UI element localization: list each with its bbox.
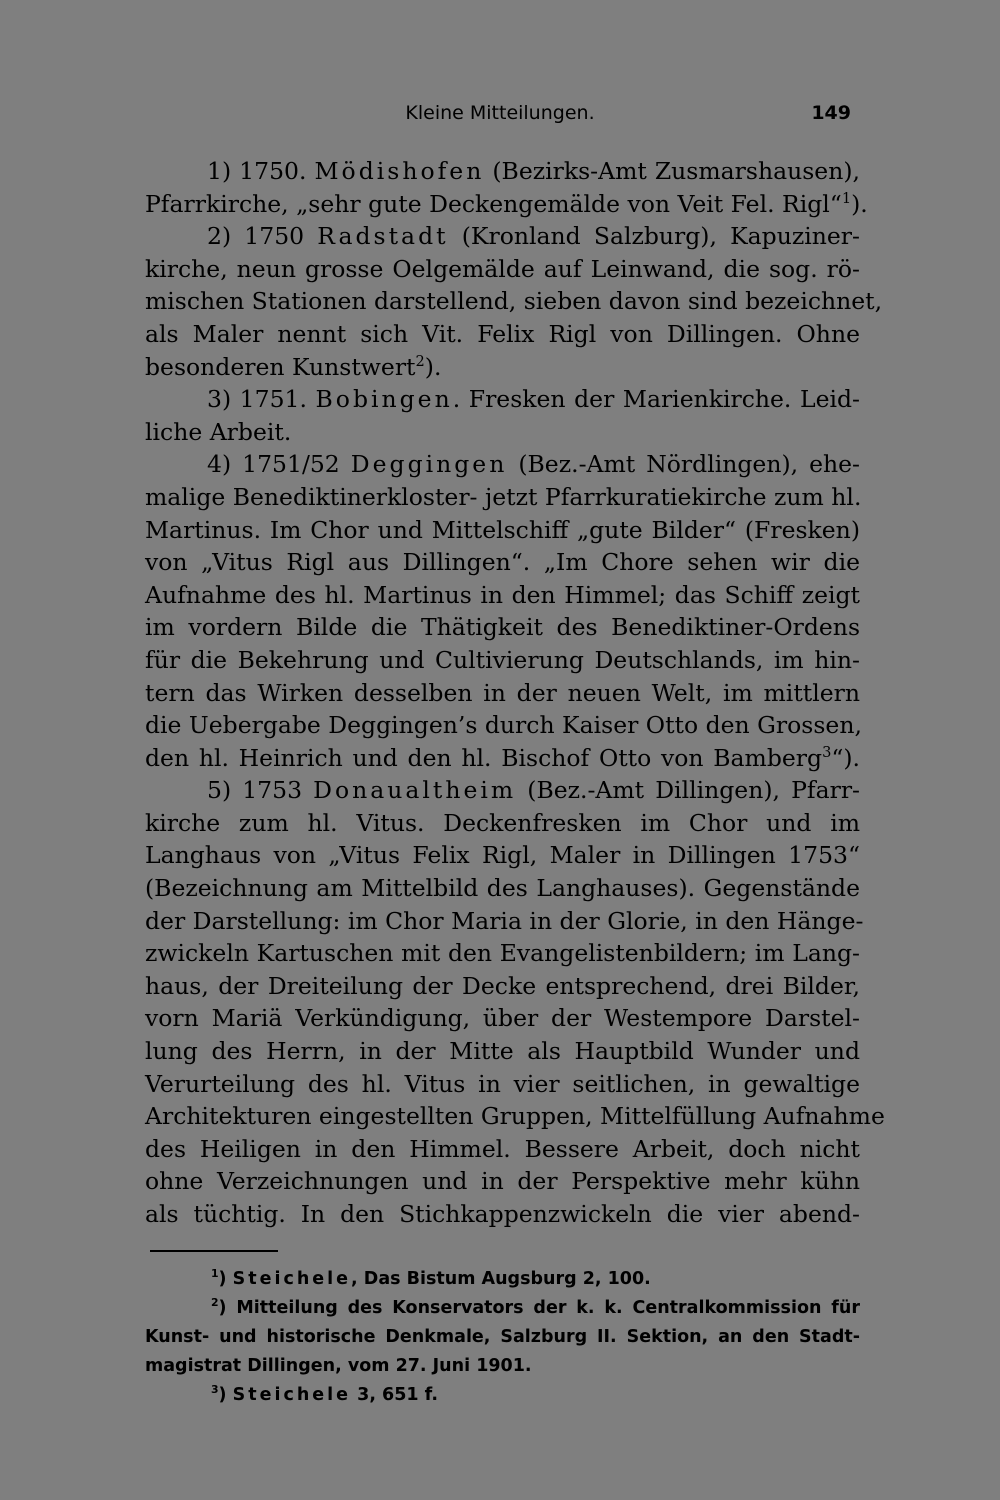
text-line: liche Arbeit. [145,417,292,446]
text-line: Langhaus von „Vitus Felix Rigl, Maler in Dillingen 1753“ [145,841,860,870]
text-line: den hl. Heinrich und den hl. Bischof Otto von Bamberg$^3$“). [145,743,860,772]
footnote-1: $^1$) Steichele, Das Bistum Augsburg 2, 100. [211,1267,651,1289]
text-line: malige Benediktinerkloster- jetzt Pfarrkuratiekirche zum hl. [145,482,862,511]
footnote-3: $^3$) Steichele 3, 651 f. [211,1383,438,1405]
entry-2 [145,220,883,383]
running-title: Kleine Mitteilungen. [405,102,595,124]
text-line: als tüchtig. In den Stichkappenzwickeln die vier abend- [145,1200,860,1228]
place-name: Radstadt [317,222,449,251]
running-head [145,100,855,130]
text-line: mischen Stationen darstellend, sieben davon sind bezeichnet, [145,287,883,316]
text-line: haus, der Dreiteilung der Decke entsprechend, drei Bilder, [145,971,860,1000]
place-name: Mödishofen [314,157,485,185]
text-line: die Uebergabe Deggingen’s durch Kaiser Otto den Grossen, [145,711,862,740]
text-line: vorn Mariä Verkündigung, über der Westempore Darstel- [145,1004,860,1033]
entry-4 [145,448,860,774]
footnote-2-continued: Kunst- und historische Denkmale, Salzburg II. Sektion, an den Stadt- [145,1327,860,1347]
page-number: 149 [811,102,851,124]
text-line: kirche, neun grosse Oelgemälde auf Leinwand, die sog. rö- [145,254,860,283]
footnote-2-continued: magistrat Dillingen, vom 27. Juni 1901. [145,1356,532,1376]
footnote-divider [150,1250,278,1252]
footnote-marker: 2 [211,1296,219,1310]
text-line: Martinus. Im Chor und Mittelschiff „gute Bilder“ (Fresken) [145,515,860,544]
footnote-2: $^2$) Mitteilung des Konservators der k. k. Centralkommission für [211,1296,860,1318]
text-line: Pfarrkirche, „sehr gute Deckengemälde von Veit Fel. Rigl“$^1$). [145,189,868,218]
text-line: kirche zum hl. Vitus. Deckenfresken im Chor und im [145,808,860,837]
entry-5 [145,774,885,1230]
footnote-marker: 1 [211,1267,219,1281]
place-name: Bobingen [315,385,453,414]
text-line: 4) 1751/52 Deggingen (Bez.-Amt Nördlingen), ehe- [207,450,861,479]
place-name: Donaualtheim [313,776,517,805]
footnote-ref: 1 [841,189,852,207]
author-name: Steichele [232,1269,352,1289]
text-line: 2) 1750 Radstadt (Kronland Salzburg), Kapuziner- [207,222,860,251]
entry-3 [145,383,860,448]
text-line: 1) 1750. Mödishofen (Bezirks-Amt Zusmarshausen), [207,157,860,185]
text-line: besonderen Kunstwert$^2$). [145,352,442,381]
text-line: tern das Wirken desselben in der neuen Welt, im mittlern [145,678,860,707]
footnote-marker: 3 [211,1383,219,1397]
entry-1 [145,155,868,220]
body-text [145,155,885,1231]
text-line: für die Bekehrung und Cultivierung Deutschlands, im hin- [145,645,860,674]
text-line: der Darstellung: im Chor Maria in der Glorie, in den Hänge- [145,906,864,935]
text-line: Verurteilung des hl. Vitus in vier seitlichen, in gewaltige [145,1069,860,1098]
text-line: lung des Herrn, in der Mitte als Hauptbild Wunder und [145,1037,860,1066]
text-line: von „Vitus Rigl aus Dillingen“. „Im Chore sehen wir die [145,548,860,577]
text-line: im vordern Bilde die Thätigkeit des Benediktiner-Ordens [145,613,860,642]
author-name: Steichele [232,1385,352,1405]
text-line: als Maler nennt sich Vit. Felix Rigl von Dillingen. Ohne [145,319,860,348]
footnote-ref: 2 [415,352,425,370]
footnotes [145,1265,860,1410]
text-line: (Bezeichnung am Mittelbild des Langhauses). Gegenstände [145,874,860,903]
text-line: ohne Verzeichnungen und in der Perspektive mehr kühn [145,1167,860,1196]
text-line: 3) 1751. Bobingen. Fresken der Marienkirche. Leid- [207,385,860,414]
footnote-ref: 3 [822,743,832,761]
text-line: 5) 1753 Donaualtheim (Bez.-Amt Dillingen), Pfarr- [207,776,860,805]
place-name: Deggingen [350,450,508,479]
text-line: Aufnahme des hl. Martinus in den Himmel; das Schiff zeigt [145,580,860,609]
text-line: Architekturen eingestellten Gruppen, Mittelfüllung Aufnahme [145,1102,885,1131]
text-line: zwickeln Kartuschen mit den Evangelistenbildern; im Lang- [145,939,860,968]
text-line: des Heiligen in den Himmel. Bessere Arbeit, doch nicht [145,1134,860,1163]
